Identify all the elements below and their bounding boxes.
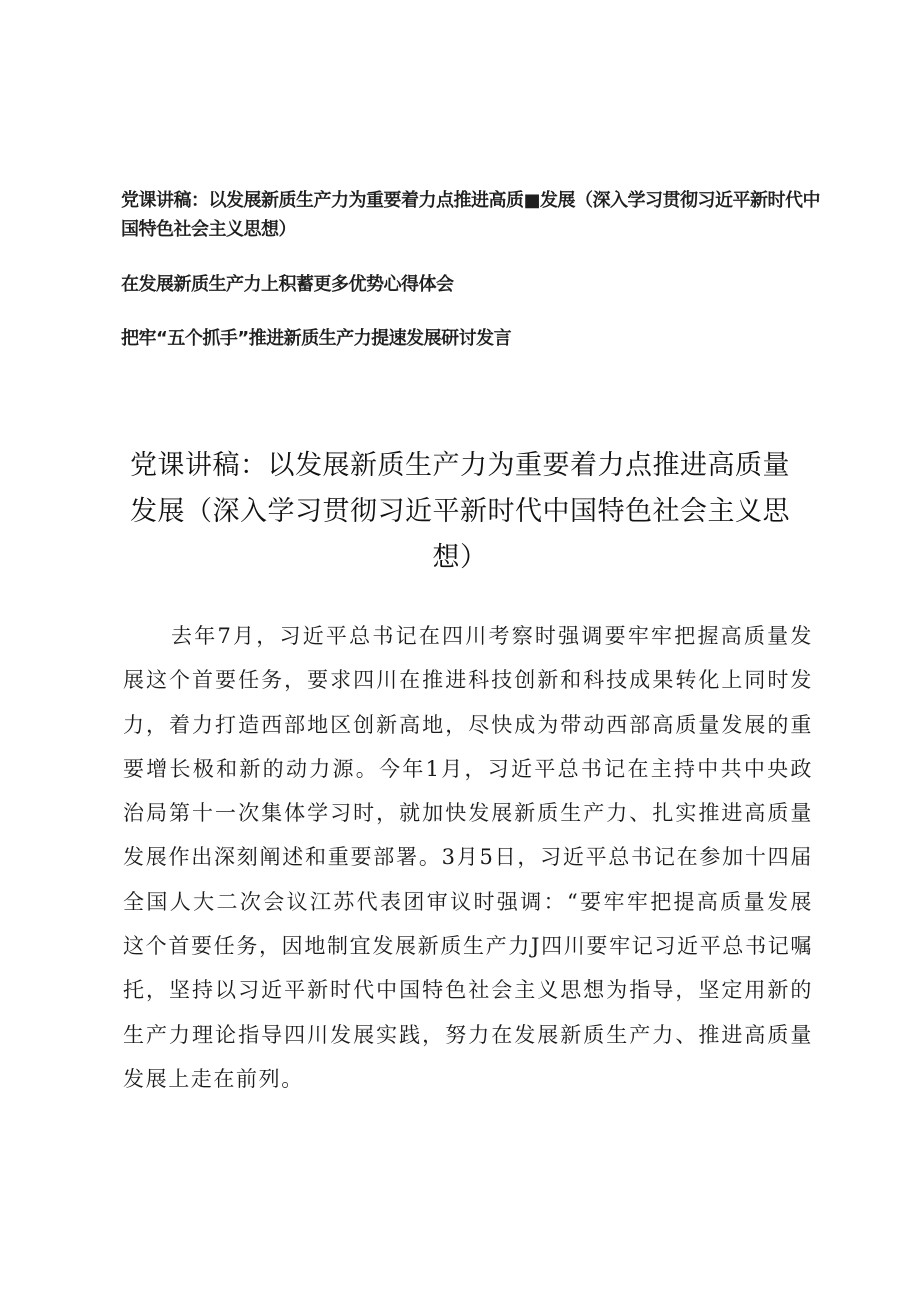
toc-item-party-lecture[interactable]: 党课讲稿：以发展新质生产力为重要着力点推进高质■发展（深入学习贯彻习近平新时代中国特色社会主义思想） — [121, 190, 821, 240]
article-title: 党课讲稿：以发展新质生产力为重要着力点推进高质量发展（深入学习贯彻习近平新时代中国特色社会主义思想） — [130, 450, 790, 574]
article-paragraph: 去年7月，习近平总书记在四川考察时强调要牢牢把握高质量发展这个首要任务，要求四川在推进科技创新和科技成果转化上同时发力，着力打造西部地区创新高地，尽快成为带动西部高质量发展的重要增长极和新的动力源。今年1月，习近平总书记在主持中共中央政治局第十一次集体学习时，就加快发展新质生产力、扎实推进高质量发展作出深刻阐述和重要部署。3月5日，习近平总书记在参加十四届全国人大二次会议江苏代表团审议时强调：“要牢牢把提高质量发展这个首要任务，因地制宜发展新质生产力J四川要牢记习近平总书记嘱托，坚持以习近平新时代中国特色社会主义思想为指导，坚定用新的生产力理论指导四川发展实践，努力在发展新质生产力、推进高质量发展上走在前列。 — [123, 624, 813, 1091]
toc-item-experience[interactable]: 在发展新质生产力上积蓄更多优势心得体会 — [121, 274, 454, 295]
table-of-contents — [121, 186, 821, 379]
toc-item-seminar-speech[interactable]: 把牢“五个抓手”推进新质生产力提速发展研讨发言 — [121, 328, 512, 349]
